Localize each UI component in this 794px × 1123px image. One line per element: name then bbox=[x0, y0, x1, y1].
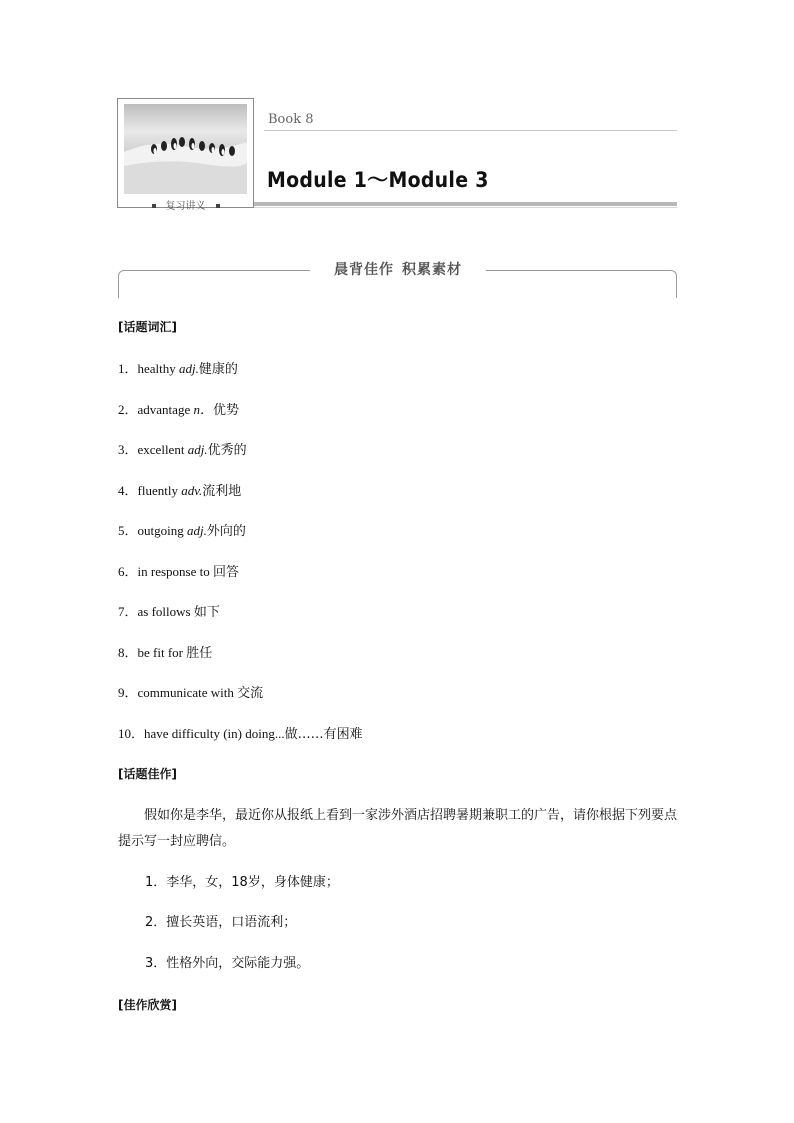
book-label: Book 8 bbox=[268, 112, 314, 127]
thumbnail-caption: 复习讲义 bbox=[117, 200, 254, 214]
vocab-part-of-speech: adj. bbox=[187, 442, 208, 457]
vocab-number: 1． bbox=[118, 361, 138, 376]
vocab-english: outgoing bbox=[137, 523, 187, 538]
vocab-number: 7． bbox=[118, 604, 138, 619]
vocab-number: 10． bbox=[118, 726, 145, 741]
vocab-english: healthy bbox=[137, 361, 180, 376]
vocab-chinese: 优秀的 bbox=[207, 443, 247, 458]
vocab-item bbox=[118, 644, 212, 663]
bullet-icon bbox=[152, 204, 156, 208]
vocab-english: in response to bbox=[137, 564, 213, 579]
writing-heading: [话题佳作] bbox=[118, 767, 177, 781]
vocab-chinese: 胜任 bbox=[186, 646, 213, 661]
vocab-part-of-speech: adj. bbox=[187, 523, 207, 538]
vocab-chinese: 交流 bbox=[237, 686, 264, 701]
vocab-english: be fit for bbox=[137, 645, 187, 660]
page-title: Module 1～Module 3 bbox=[267, 168, 489, 192]
vocab-chinese: 如下 bbox=[193, 605, 220, 620]
vocab-part-of-speech: adv. bbox=[181, 483, 203, 498]
writing-point: 1．李华，女，18岁，身体健康； bbox=[145, 875, 339, 890]
vocab-chinese: 回答 bbox=[212, 565, 239, 580]
vocab-item bbox=[118, 563, 239, 582]
vocab-item bbox=[118, 603, 220, 622]
vocab-part-of-speech: n． bbox=[193, 402, 213, 417]
vocab-item bbox=[118, 360, 238, 379]
vocab-number: 6． bbox=[118, 564, 138, 579]
divider bbox=[264, 130, 677, 131]
vocab-english: communicate with bbox=[137, 685, 238, 700]
vocab-item bbox=[118, 401, 239, 420]
vocab-heading: [话题词汇] bbox=[118, 320, 177, 334]
cover-thumbnail bbox=[117, 98, 254, 208]
vocab-item bbox=[118, 684, 263, 703]
writing-point: 3．性格外向，交际能力强。 bbox=[145, 956, 310, 971]
vocab-chinese: 健康的 bbox=[198, 362, 238, 377]
vocab-english: excellent bbox=[137, 442, 188, 457]
vocab-english: fluently bbox=[137, 483, 182, 498]
vocab-item bbox=[118, 725, 363, 744]
vocab-number: 4． bbox=[118, 483, 138, 498]
bullet-icon bbox=[216, 204, 220, 208]
penguins-image bbox=[124, 104, 247, 194]
vocab-item bbox=[118, 441, 247, 460]
vocab-number: 3． bbox=[118, 442, 138, 457]
section-banner-title: 晨背佳作 积累素材 bbox=[310, 260, 486, 280]
vocab-english: have difficulty (in) doing... bbox=[144, 726, 285, 741]
vocab-chinese: 做……有困难 bbox=[284, 727, 363, 742]
vocab-english: advantage bbox=[137, 402, 194, 417]
writing-prompt: 假如你是李华，最近你从报纸上看到一家涉外酒店招聘暑期兼职工的广告，请你根据下列要点提示写一封应聘信。 bbox=[118, 808, 678, 849]
vocab-english: as follows bbox=[137, 604, 194, 619]
vocab-item bbox=[118, 522, 246, 541]
vocab-item bbox=[118, 482, 241, 501]
vocab-chinese: 优势 bbox=[212, 403, 239, 418]
vocab-chinese: 外向的 bbox=[206, 524, 246, 539]
divider bbox=[254, 207, 677, 208]
appreciation-heading: [佳作欣赏] bbox=[118, 998, 177, 1012]
writing-point: 2．擅长英语，口语流利； bbox=[145, 915, 297, 930]
divider bbox=[254, 202, 677, 206]
vocab-number: 2． bbox=[118, 402, 138, 417]
vocab-chinese: 流利地 bbox=[202, 484, 242, 499]
vocab-part-of-speech: adj. bbox=[179, 361, 199, 376]
vocab-number: 9． bbox=[118, 685, 138, 700]
vocab-number: 5． bbox=[118, 523, 138, 538]
vocab-number: 8． bbox=[118, 645, 138, 660]
